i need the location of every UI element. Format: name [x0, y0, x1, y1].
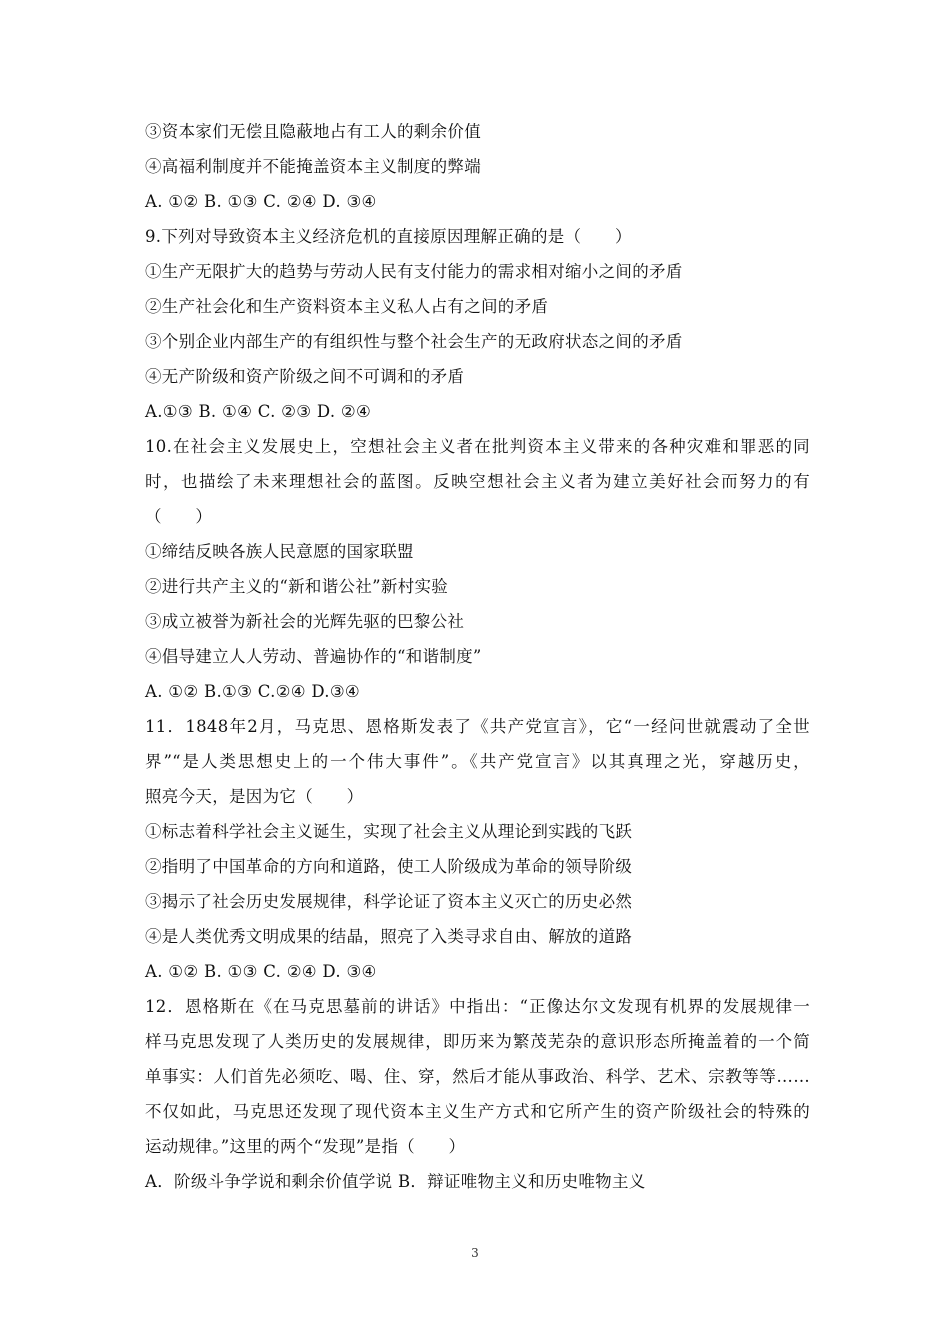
- q8-answer-choices: A. ①② B. ①③ C. ②④ D. ③④: [145, 192, 377, 211]
- q10-stem-line-3: （ ）: [145, 507, 213, 526]
- q12-stem-line-4: 不仅如此，马克思还发现了现代资本主义生产方式和它所产生的资产阶级社会的特殊的: [145, 1102, 810, 1121]
- q12-stem-line-2: 样马克思发现了人类历史的发展规律，即历来为繁茂芜杂的意识形态所掩盖着的一个简: [145, 1032, 810, 1051]
- q9-option-1: ①生产无限扩大的趋势与劳动人民有支付能力的需求相对缩小之间的矛盾: [145, 262, 683, 281]
- q10-option-2: ②进行共产主义的“新和谐公社”新村实验: [145, 577, 449, 596]
- q9-answer-choices: A.①③ B. ①④ C. ②③ D. ②④: [145, 402, 372, 421]
- page-content: [145, 114, 810, 1199]
- q10-answer-choices: A. ①② B.①③ C.②④ D.③④: [145, 682, 361, 701]
- q11-option-2: ②指明了中国革命的方向和道路，使工人阶级成为革命的领导阶级: [145, 857, 633, 876]
- q9-stem: 9.下列对导致资本主义经济危机的直接原因理解正确的是（ ）: [145, 227, 632, 246]
- q12-stem-line-5: 运动规律。”这里的两个“发现”是指（ ）: [145, 1137, 466, 1156]
- q10-option-4: ④倡导建立人人劳动、普遍协作的“和谐制度”: [145, 647, 482, 666]
- q11-stem-line-1: 11．1848年2月，马克思、恩格斯发表了《共产党宣言》，它“一经问世就震动了全世: [145, 717, 810, 736]
- q11-option-1: ①标志着科学社会主义诞生，实现了社会主义从理论到实践的飞跃: [145, 822, 633, 841]
- q8-option-3: ③资本家们无偿且隐蔽地占有工人的剩余价值: [145, 122, 481, 141]
- q11-answer-choices: A. ①② B. ①③ C. ②④ D. ③④: [145, 962, 377, 981]
- q11-option-4: ④是人类优秀文明成果的结晶，照亮了入类寻求自由、解放的道路: [145, 927, 633, 946]
- q12-stem-line-3: 单事实：人们首先必须吃、喝、住、穿，然后才能从事政治、科学、艺术、宗教等等……: [145, 1067, 810, 1086]
- q10-stem-line-2: 时，也描绘了未来理想社会的蓝图。反映空想社会主义者为建立美好社会而努力的有: [145, 472, 810, 491]
- q8-option-4: ④高福利制度并不能掩盖资本主义制度的弊端: [145, 157, 481, 176]
- q10-stem-line-1: 10.在社会主义发展史上，空想社会主义者在批判资本主义带来的各种灾难和罪恶的同: [145, 437, 810, 456]
- q11-option-3: ③揭示了社会历史发展规律，科学论证了资本主义灭亡的历史必然: [145, 892, 633, 911]
- page-number: 3: [471, 1246, 479, 1260]
- q12-answer-choices-line-1: A．阶级斗争学说和剩余价值学说 B．辩证唯物主义和历史唯物主义: [145, 1172, 646, 1191]
- q9-option-2: ②生产社会化和生产资料资本主义私人占有之间的矛盾: [145, 297, 549, 316]
- q11-stem-line-3: 照亮今天，是因为它（ ）: [145, 787, 364, 806]
- q9-option-3: ③个别企业内部生产的有组织性与整个社会生产的无政府状态之间的矛盾: [145, 332, 683, 351]
- q11-stem-line-2: 界”“是人类思想史上的一个伟大事件”。《共产党宣言》以其真理之光，穿越历史，: [145, 752, 810, 771]
- q10-option-3: ③成立被誉为新社会的光辉先驱的巴黎公社: [145, 612, 465, 631]
- q9-option-4: ④无产阶级和资产阶级之间不可调和的矛盾: [145, 367, 465, 386]
- q10-option-1: ①缔结反映各族人民意愿的国家联盟: [145, 542, 414, 561]
- q12-stem-line-1: 12．恩格斯在《在马克思墓前的讲话》中指出：“正像达尔文发现有机界的发展规律一: [145, 997, 810, 1016]
